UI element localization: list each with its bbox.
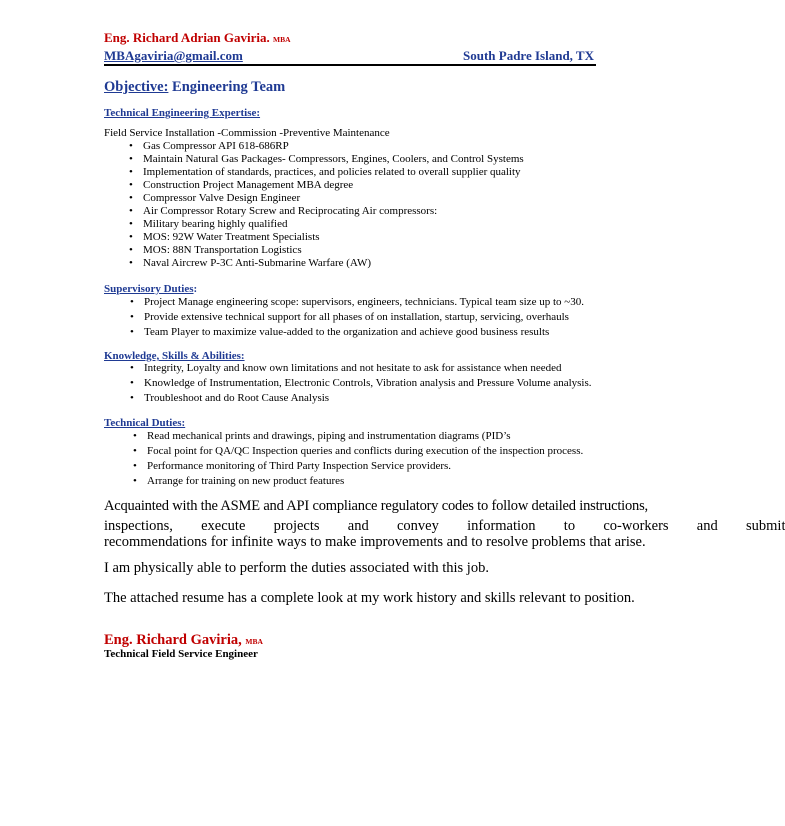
header-name-text: Eng. Richard Adrian Gaviria. xyxy=(104,30,270,45)
supervisory-heading-colon: : xyxy=(193,283,198,295)
signature-name xyxy=(104,632,263,649)
knowledge-heading: Knowledge, Skills & Abilities: xyxy=(104,350,245,362)
list-item: • Implementation of standards, practices, and policies related to overall supplier quality xyxy=(129,166,521,178)
list-item: • Maintain Natural Gas Packages- Compressors, Engines, Coolers, and Control Systems xyxy=(129,153,524,165)
bullet-icon: • xyxy=(129,257,133,269)
asme-paragraph-line-3: recommendations for infinite ways to make improvements and to resolve problems that arise. xyxy=(104,534,646,550)
bullet-icon: • xyxy=(130,392,134,404)
signature-name-suffix: MBA xyxy=(245,637,263,646)
list-item: • Provide extensive technical support for all phases of on installation, startup, servicing, overhauls xyxy=(130,311,569,323)
list-item: • MOS: 88N Transportation Logistics xyxy=(129,244,302,256)
email-link[interactable]: MBAgaviria@gmail.com xyxy=(104,48,243,63)
bullet-icon: • xyxy=(130,326,134,338)
list-item: • Military bearing highly qualified xyxy=(129,218,288,230)
expertise-intro: Field Service Installation -Commission -Preventive Maintenance xyxy=(104,127,390,139)
bullet-icon: • xyxy=(129,192,133,204)
location: South Padre Island, TX xyxy=(462,48,594,63)
supervisory-heading-text: Supervisory Duties xyxy=(104,283,194,295)
bullet-icon: • xyxy=(133,460,137,472)
objective-text: Engineering Team xyxy=(172,79,286,95)
bullet-icon: • xyxy=(129,205,133,217)
bullet-icon: • xyxy=(133,445,137,457)
bullet-icon: • xyxy=(130,377,134,389)
bullet-icon: • xyxy=(133,475,137,487)
list-item: • Gas Compressor API 618-686RP xyxy=(129,140,289,152)
list-item: • Team Player to maximize value-added to the organization and achieve good business results xyxy=(130,326,550,338)
list-item: • Performance monitoring of Third Party Inspection Service providers. xyxy=(133,460,452,472)
bullet-icon: • xyxy=(129,140,133,152)
bullet-icon: • xyxy=(129,231,133,243)
expertise-heading: Technical Engineering Expertise: xyxy=(104,107,261,119)
bullet-icon: • xyxy=(129,244,133,256)
resume-paragraph: The attached resume has a complete look at my work history and skills relevant to position. xyxy=(104,590,635,606)
header-name-suffix: MBA xyxy=(273,35,291,44)
header-name xyxy=(104,30,291,46)
bullet-icon: • xyxy=(129,179,133,191)
bullet-icon: • xyxy=(133,430,137,442)
signature-title: Technical Field Service Engineer xyxy=(104,648,258,660)
list-item: • Naval Aircrew P-3C Anti-Submarine Warfare (AW) xyxy=(129,257,372,269)
objective xyxy=(104,79,285,96)
list-item: • Compressor Valve Design Engineer xyxy=(129,192,301,204)
bullet-icon: • xyxy=(129,166,133,178)
technical-duties-heading: Technical Duties: xyxy=(104,417,186,429)
asme-paragraph-line-1: Acquainted with the ASME and API compliance regulatory codes to follow detailed instructions, xyxy=(104,498,648,514)
list-item: • Knowledge of Instrumentation, Electronic Controls, Vibration analysis and Pressure Volume analysis. xyxy=(130,377,592,389)
physical-paragraph: I am physically able to perform the duties associated with this job. xyxy=(104,560,489,576)
list-item: • Troubleshoot and do Root Cause Analysis xyxy=(130,392,330,404)
bullet-icon: • xyxy=(130,296,134,308)
list-item: • Focal point for QA/QC Inspection queries and conflicts during execution of the inspection process. xyxy=(133,445,584,457)
list-item: • Integrity, Loyalty and know own limitations and not hesitate to ask for assistance when needed xyxy=(130,362,562,374)
supervisory-heading xyxy=(104,283,197,295)
asme-line-2-text: inspections, execute projects and convey information to co-workers and submit xyxy=(104,518,785,534)
bullet-icon: • xyxy=(129,218,133,230)
signature-name-text: Eng. Richard Gaviria, xyxy=(104,632,242,648)
list-item: • Project Manage engineering scope: supervisors, engineers, technicians. Typical team size up to ~30. xyxy=(130,296,584,308)
bullet-icon: • xyxy=(130,362,134,374)
list-item: • Construction Project Management MBA degree xyxy=(129,179,354,191)
objective-label: Objective: xyxy=(104,79,169,95)
list-item: • Air Compressor Rotary Screw and Reciprocating Air compressors: xyxy=(129,205,438,217)
list-item: • MOS: 92W Water Treatment Specialists xyxy=(129,231,320,243)
header-rule xyxy=(104,64,596,66)
bullet-icon: • xyxy=(129,153,133,165)
list-item: • Arrange for training on new product features xyxy=(133,475,345,487)
list-item: • Read mechanical prints and drawings, piping and instrumentation diagrams (PID’s xyxy=(133,430,511,442)
bullet-icon: • xyxy=(130,311,134,323)
